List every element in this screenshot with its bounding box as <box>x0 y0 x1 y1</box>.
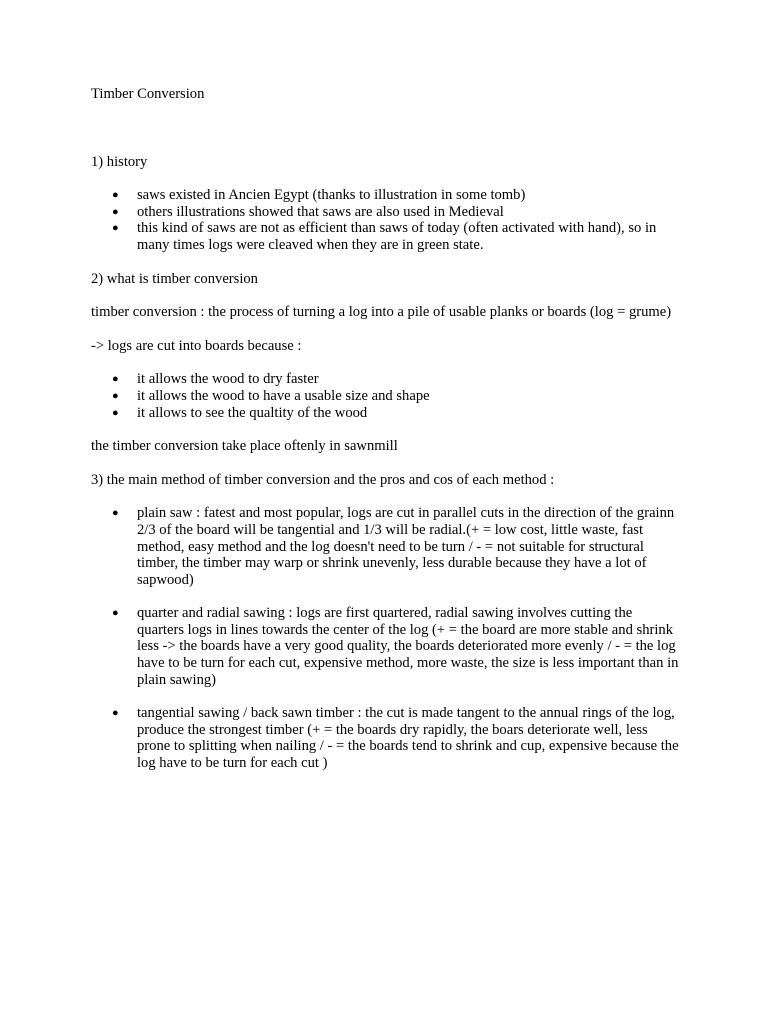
spacer <box>91 421 681 438</box>
document-page <box>91 86 681 772</box>
list-item <box>91 220 681 253</box>
bullet-icon: ● <box>112 406 119 419</box>
history-list <box>91 187 681 253</box>
spacer <box>91 287 681 304</box>
reasons-intro: -> logs are cut into boards because : <box>91 337 302 354</box>
bullet-icon: ● <box>112 205 119 218</box>
list-item-text: others illustrations showed that saws are also used in Medieval <box>137 203 504 220</box>
spacer <box>91 488 681 505</box>
list-item-text: this kind of saws are not as efficient than saws of today (often activated with hand), so in many times logs were cleaved when they are in green state. <box>137 220 657 253</box>
list-item-text: saws existed in Ancien Egypt (thanks to illustration in some tomb) <box>137 187 526 204</box>
list-item <box>91 204 681 221</box>
definition-paragraph: timber conversion : the process of turning a log into a pile of usable planks or boards (log = grume) <box>91 304 672 321</box>
list-item-text: quarter and radial sawing : logs are first quartered, radial sawing involves cutting the quarters logs in lines towards the center of the log (+ = the board are more stable and shrink less -> the boards have a very good quality, the boards deteriorated more evenly / - = the log have to be turn for each cut, expensive method, more waste, the size is less important than in plain sawing) <box>137 605 679 688</box>
spacer <box>91 354 681 371</box>
spacer <box>91 103 681 154</box>
bullet-icon: ● <box>112 222 119 235</box>
list-item <box>91 705 681 771</box>
section-heading-history: 1) history <box>91 153 148 170</box>
section-heading-methods: 3) the main method of timber conversion and the pros and cos of each method : <box>91 471 555 488</box>
methods-list <box>91 505 681 771</box>
spacer <box>91 321 681 338</box>
reasons-list <box>91 371 681 421</box>
list-item <box>91 405 681 422</box>
section-heading-definition: 2) what is timber conversion <box>91 270 258 287</box>
closing-paragraph: the timber conversion take place oftenly in sawnmill <box>91 438 398 455</box>
bullet-icon: ● <box>112 189 119 202</box>
list-item-text: tangential sawing / back sawn timber : the cut is made tangent to the annual rings of the log, produce the strongest timber (+ = the boards dry rapidly, the boars deteriorate well, less prone to splitting when nailing / - = the boards tend to shrink and cup, expensive because the log have to be turn for each cut ) <box>137 705 679 772</box>
list-item <box>91 187 681 204</box>
list-item <box>91 605 681 688</box>
bullet-icon: ● <box>112 373 119 386</box>
list-item <box>91 371 681 388</box>
list-item <box>91 388 681 405</box>
list-item-text: it allows to see the qualtity of the wood <box>137 404 368 421</box>
spacer <box>91 170 681 187</box>
bullet-icon: ● <box>112 389 119 402</box>
spacer <box>91 254 681 271</box>
spacer <box>91 455 681 472</box>
document-title: Timber Conversion <box>91 86 205 102</box>
bullet-icon: ● <box>112 507 119 520</box>
list-item-text: it allows the wood to dry faster <box>137 371 319 388</box>
list-item <box>91 505 681 588</box>
bullet-icon: ● <box>112 707 119 720</box>
list-item-text: it allows the wood to have a usable size and shape <box>137 387 430 404</box>
bullet-icon: ● <box>112 607 119 620</box>
list-item-text: plain saw : fatest and most popular, logs are cut in parallel cuts in the direction of the grainn 2/3 of the board will be tangential and 1/3 will be radial.(+ = low cost, little waste, fast method, easy method and the log doesn't need to be turn / - = not suitable for structural timber, the timber may warp or shrink unevenly, less durable because they have a lot of sapwood) <box>137 505 675 588</box>
